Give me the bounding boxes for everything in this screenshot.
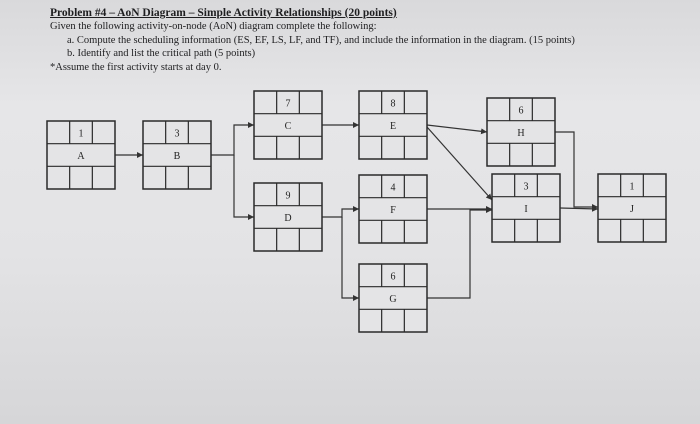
- activity-node-i: [492, 174, 560, 242]
- arrow-b-to-c: [211, 125, 254, 155]
- activity-node-e: [359, 91, 427, 159]
- duration-label: 1: [78, 128, 84, 140]
- activity-node-f: [359, 175, 427, 243]
- duration-label: 6: [518, 105, 524, 117]
- duration-label: 4: [390, 182, 396, 194]
- duration-label: 7: [285, 98, 291, 110]
- activity-node-d: [254, 183, 322, 251]
- activity-name-label: A: [77, 151, 85, 162]
- activity-name-label: C: [284, 121, 292, 132]
- arrow-h-to-j: [555, 132, 598, 207]
- duration-label: 3: [174, 128, 180, 140]
- arrow-b-to-d: [234, 155, 254, 217]
- arrow-e-to-i: [427, 127, 492, 200]
- activity-node-g: [359, 264, 427, 332]
- activity-node-b: [143, 121, 211, 189]
- activity-node-a: [47, 121, 115, 189]
- task-b: b. Identify and list the critical path (5 points): [67, 48, 256, 59]
- activity-name-label: G: [389, 294, 397, 305]
- activity-name-label: F: [390, 205, 396, 216]
- duration-label: 3: [523, 181, 529, 193]
- duration-label: 6: [390, 271, 396, 283]
- assumption-note: *Assume the first activity starts at day 0.: [50, 61, 222, 73]
- activity-name-label: H: [517, 128, 525, 139]
- activity-name-label: E: [389, 121, 397, 132]
- activity-name-label: B: [173, 151, 181, 162]
- problem-title: Problem #4 – AoN Diagram – Simple Activity Relationships (20 points): [50, 7, 397, 19]
- activity-name-label: J: [630, 204, 634, 215]
- arrow-d-to-f: [322, 209, 359, 217]
- task-a: a. Compute the scheduling information (ES, EF, LS, LF, and TF), and include the information in the diagram. (15 points): [67, 34, 575, 46]
- activity-name-label: I: [524, 204, 528, 215]
- arrow-d-to-g: [342, 217, 359, 298]
- arrow-e-to-h: [427, 125, 487, 132]
- activity-node-h: [487, 98, 555, 166]
- duration-label: 1: [629, 181, 635, 193]
- arrow-i-to-j: [560, 208, 598, 209]
- duration-label: 8: [390, 98, 396, 110]
- arrow-g-to-i: [427, 210, 492, 298]
- activity-node-j: [598, 174, 666, 242]
- duration-label: 9: [285, 190, 291, 202]
- activity-nodes: [47, 91, 666, 332]
- activity-name-label: D: [284, 213, 292, 224]
- problem-intro: Given the following activity-on-node (AoN) diagram complete the following:: [50, 21, 377, 32]
- activity-node-c: [254, 91, 322, 159]
